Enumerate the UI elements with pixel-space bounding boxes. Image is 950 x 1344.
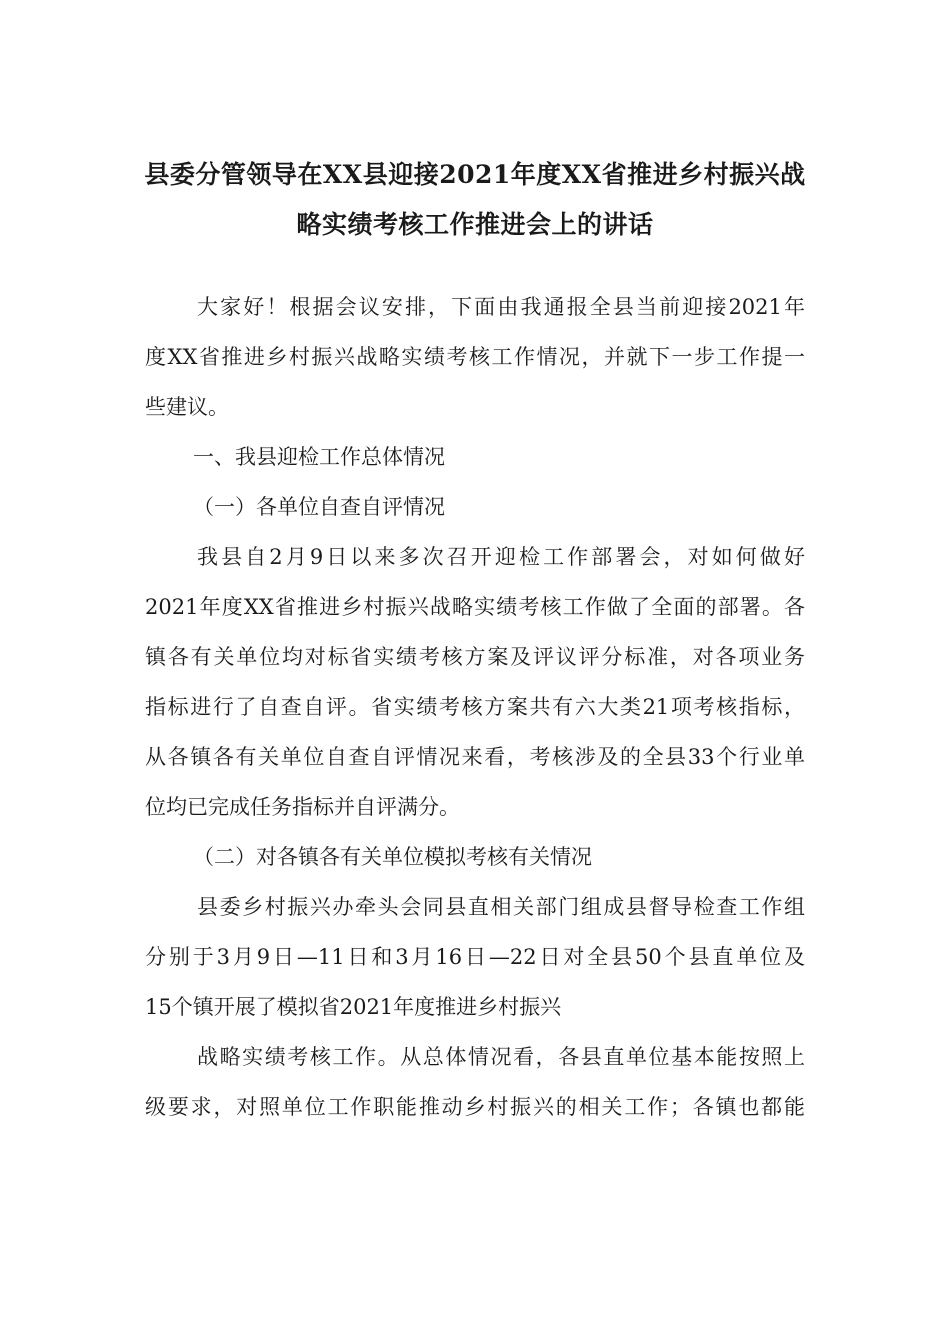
document-body	[145, 282, 805, 1132]
text-line: 15个镇开展了模拟省2021年度推进乡村振兴	[145, 995, 562, 1019]
text-line: 指标进行了自查自评。省实绩考核方案共有六大类21项考核指标，	[145, 695, 805, 719]
document-title	[130, 150, 820, 250]
heading-text: （一）各单位自查自评情况	[193, 495, 445, 519]
text-line: 位均已完成任务指标并自评满分。	[145, 795, 460, 819]
text-line: 县委乡村振兴办牵头会同县直相关部门组成县督导检查工作组	[197, 895, 805, 919]
text-line: 些建议。	[145, 395, 229, 419]
text-line: 大家好！根据会议安排，下面由我通报全县当前迎接2021年	[197, 295, 805, 319]
paragraph-self-check	[145, 532, 805, 832]
subsection-heading-2	[145, 832, 805, 882]
paragraph-simulated-assessment	[145, 882, 805, 1032]
title-line-2: 略实绩考核工作推进会上的讲话	[296, 210, 654, 239]
text-line: 度XX省推进乡村振兴战略实绩考核工作情况，并就下一步工作提一	[145, 345, 805, 369]
paragraph-overall-situation	[145, 1032, 805, 1132]
text-line: 分别于3月9日—11日和3月16日—22日对全县50个县直单位及	[145, 945, 805, 969]
text-line: 级要求，对照单位工作职能推动乡村振兴的相关工作；各镇也都能	[145, 1095, 805, 1119]
text-line: 镇各有关单位均对标省实绩考核方案及评议评分标准，对各项业务	[145, 645, 805, 669]
paragraph-greeting	[145, 282, 805, 432]
text-line: 2021年度XX省推进乡村振兴战略实绩考核工作做了全面的部署。各	[145, 595, 805, 619]
section-heading-1	[145, 432, 805, 482]
heading-text: 一、我县迎检工作总体情况	[193, 445, 445, 469]
text-line: 从各镇各有关单位自查自评情况来看，考核涉及的全县33个行业单	[145, 745, 805, 769]
subsection-heading-1	[145, 482, 805, 532]
text-line: 我县自2月9日以来多次召开迎检工作部署会，对如何做好	[197, 545, 805, 569]
title-line-1: 县委分管领导在XX县迎接2021年度XX省推进乡村振兴战	[144, 160, 806, 189]
text-line: 战略实绩考核工作。从总体情况看，各县直单位基本能按照上	[197, 1045, 805, 1069]
heading-text: （二）对各镇各有关单位模拟考核有关情况	[193, 845, 592, 869]
